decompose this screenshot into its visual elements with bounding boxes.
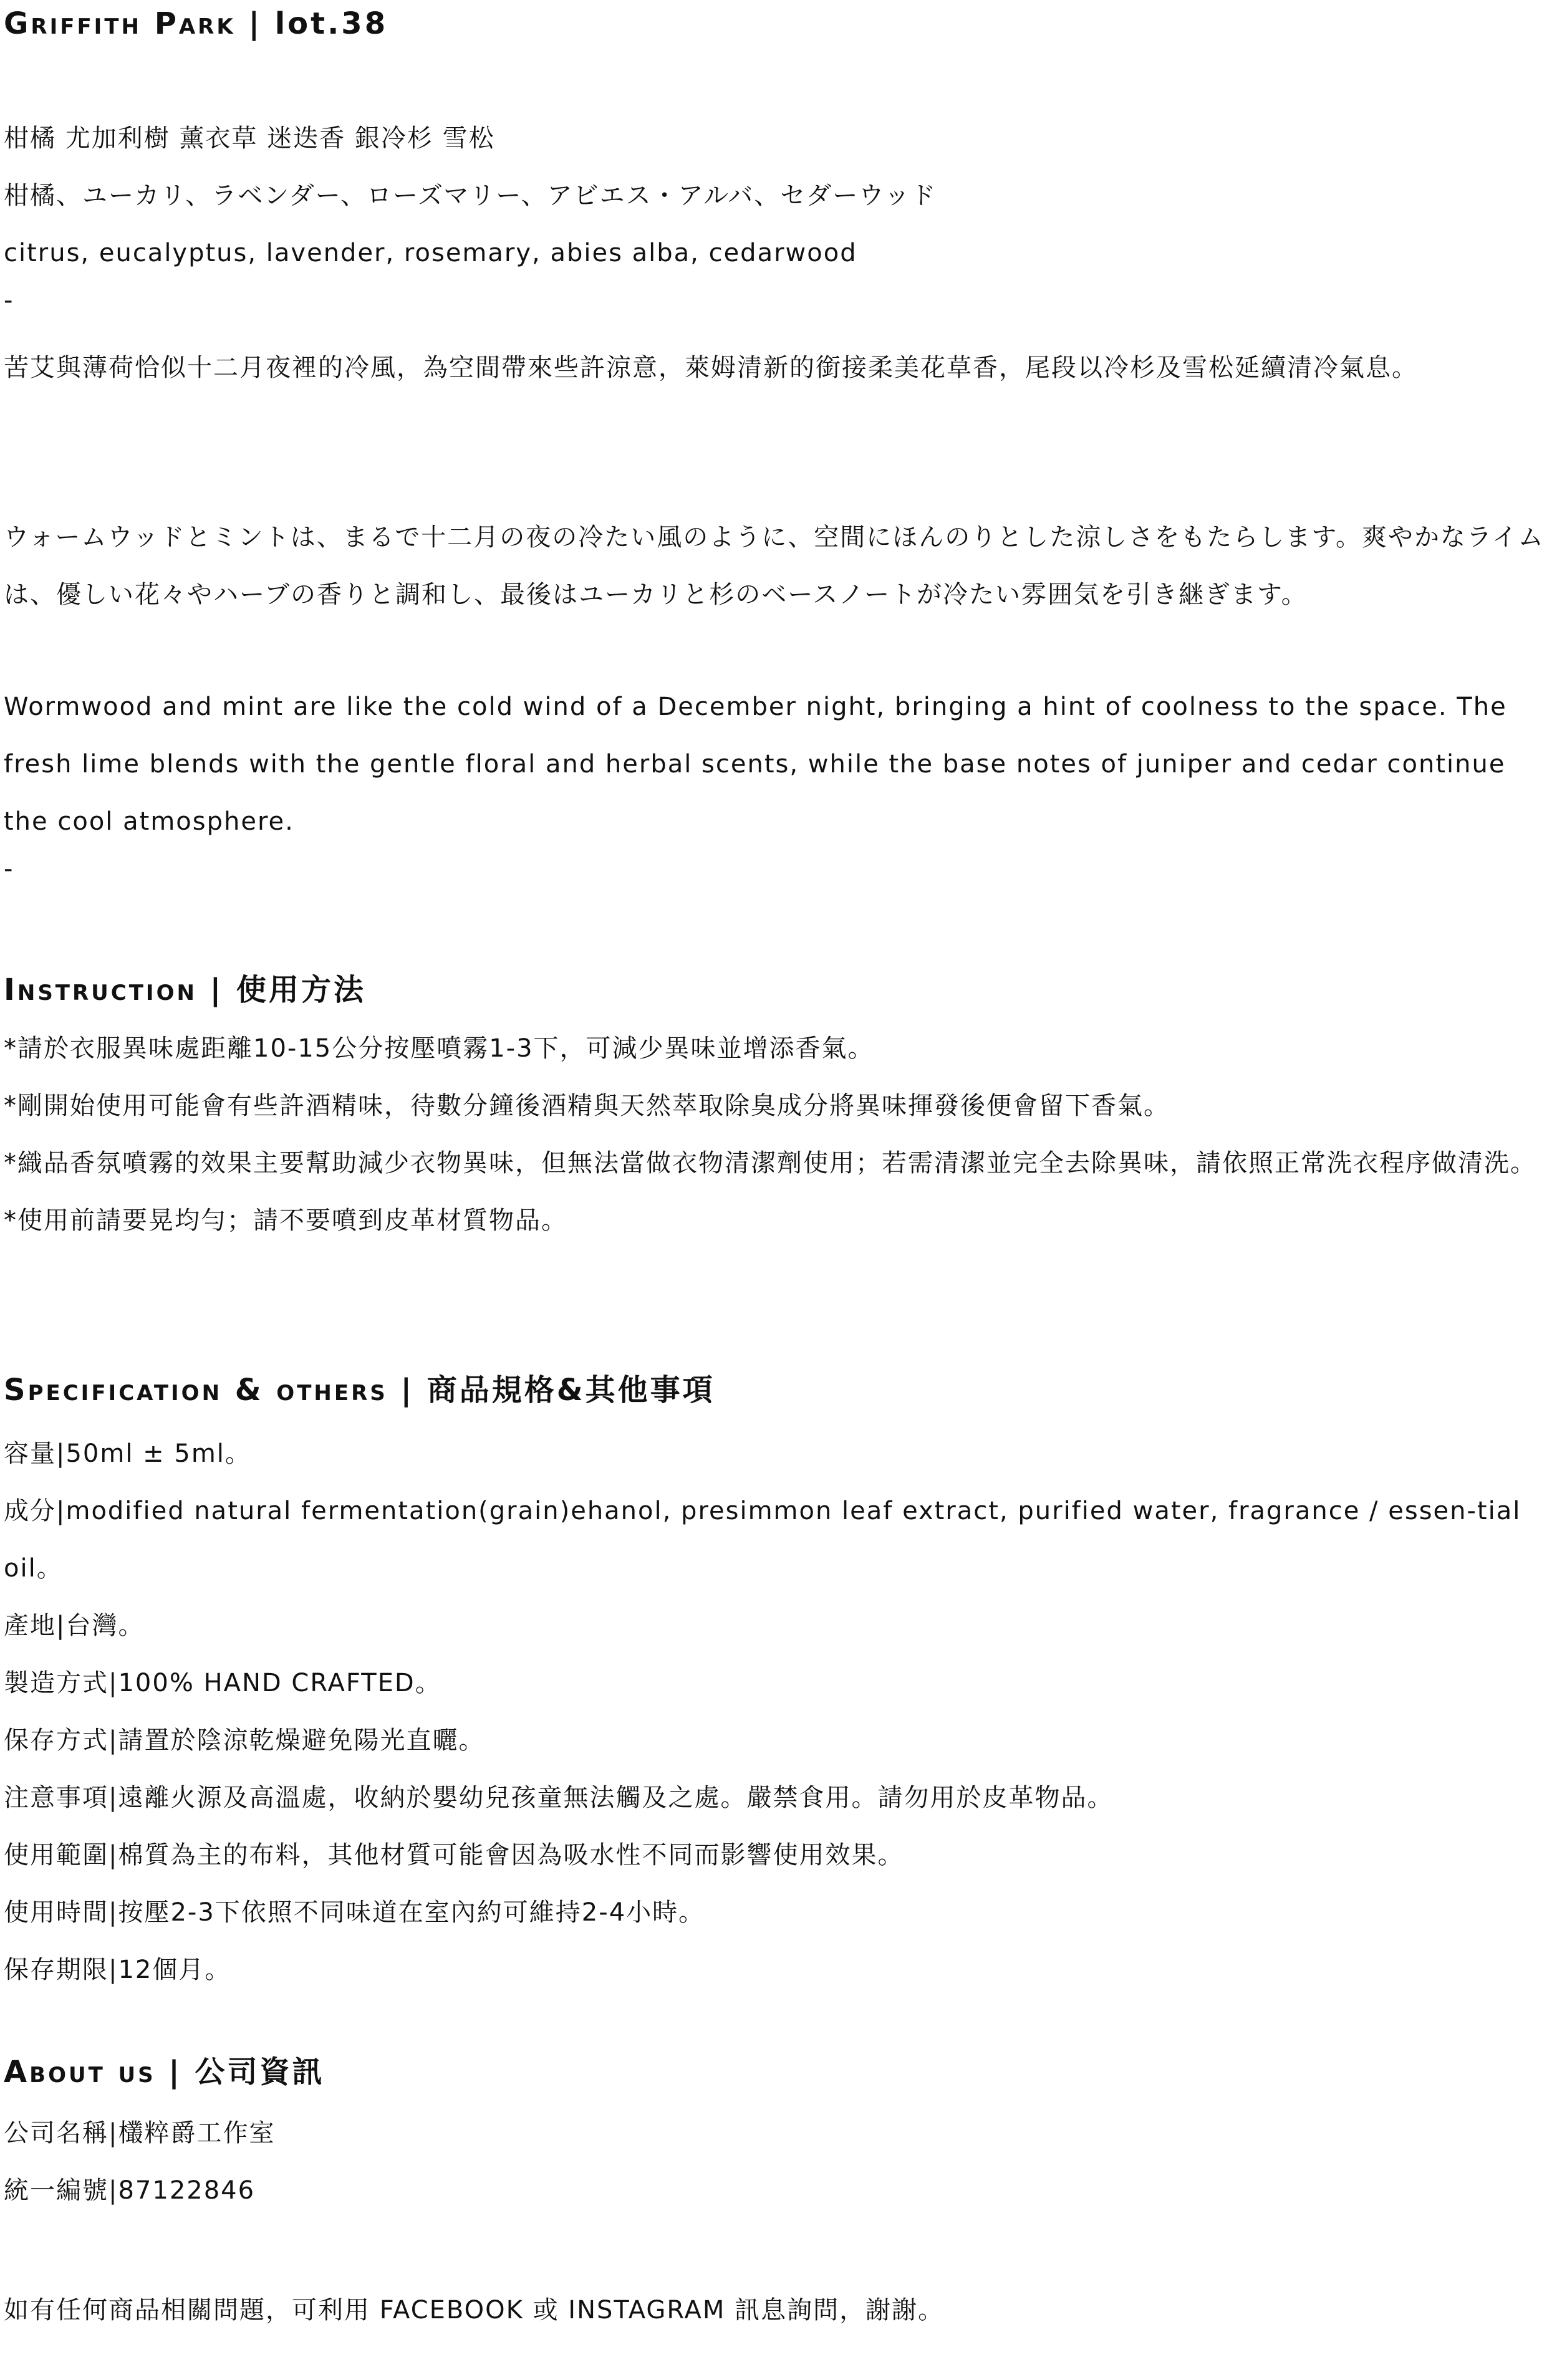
divider-dash: -	[4, 855, 13, 883]
spec-row: 產地|台灣。	[4, 1611, 145, 1640]
instruction-list	[4, 1020, 1550, 1249]
instruction-heading	[4, 972, 366, 1007]
about-row: 統一編號|87122846	[4, 2176, 256, 2205]
specification-heading	[4, 1373, 715, 1408]
notes-ja: 柑橘、ユーカリ、ラベンダー、ローズマリー、アビエス・アルバ、セダーウッド	[4, 181, 937, 210]
divider-dash: -	[4, 286, 13, 315]
spec-row: 使用時間|按壓2-3下依照不同味道在室內約可維持2-4小時。	[4, 1898, 705, 1927]
spec-row: 成分|modified natural fermentation(grain)ehanol, presimmon leaf extract, purified water, fragrance / essen-tial oil。	[4, 1497, 1521, 1583]
instruction-item: *使用前請要晃均勻；請不要噴到皮革材質物品。	[4, 1206, 567, 1235]
about-list	[4, 2104, 1550, 2219]
description-zh: 苦艾與薄荷恰似十二月夜裡的冷風，為空間帶來些許涼意，萊姆清新的銜接柔美花草香，尾段以冷杉及雪松延續清冷氣息。	[4, 353, 1418, 382]
specification-list	[4, 1425, 1550, 1999]
description-ja-block	[4, 509, 1550, 623]
about-heading	[4, 2055, 325, 2090]
description-en: Wormwood and mint are like the cold wind of a December night, bringing a hint of coolness to the space. The fresh lime blends with the gentle floral and herbal scents, while the base notes of juniper and cedar continue the cool atmosphere.	[4, 693, 1507, 836]
instruction-item: *請於衣服異味處距離10-15公分按壓噴霧1-3下，可減少異味並增添香氣。	[4, 1034, 874, 1063]
product-lot: lot.38	[274, 6, 388, 41]
spec-row: 容量|50ml ± 5ml。	[4, 1439, 251, 1468]
about-row: 公司名稱|欉粹爵工作室	[4, 2119, 276, 2147]
about-heading-zh: | 公司資訊	[168, 2055, 325, 2090]
about-heading-en: About us	[4, 2055, 156, 2090]
description-zh-block	[4, 339, 1550, 396]
instruction-item: *織品香氛噴霧的效果主要幫助減少衣物異味，但無法當做衣物清潔劑使用；若需清潔並完全去除異味，請依照正常洗衣程序做清洗。	[4, 1149, 1536, 1178]
notes-zh: 柑橘 尤加利樹 薰衣草 迷迭香 銀冷杉 雪松	[4, 124, 495, 153]
product-title	[4, 6, 388, 41]
title-separator: |	[248, 6, 262, 41]
notes-en: citrus, eucalyptus, lavender, rosemary, abies alba, cedarwood	[4, 239, 857, 267]
scent-notes	[4, 110, 937, 319]
specification-heading-zh: | 商品規格&其他事項	[400, 1373, 715, 1408]
instruction-heading-en: Instruction	[4, 972, 197, 1007]
footer-note: 如有任何商品相關問題，可利用 FACEBOOK 或 INSTAGRAM 訊息詢問，謝謝。	[4, 2296, 945, 2325]
instruction-heading-zh: | 使用方法	[210, 972, 366, 1007]
spec-row: 製造方式|100% HAND CRAFTED。	[4, 1669, 441, 1697]
specification-heading-en: Specification & others	[4, 1373, 388, 1408]
spec-row: 保存方式|請置於陰涼乾燥避免陽光直曬。	[4, 1726, 485, 1755]
footer-block	[4, 2282, 1550, 2339]
description-ja: ウォームウッドとミントは、まるで十二月の夜の冷たい風のように、空間にほんのりとした涼しさをもたらします。爽やかなライムは、優しい花々やハーブの香りと調和し、最後はユーカリと杉のベースノートが冷たい雰囲気を引き継ぎます。	[4, 523, 1545, 609]
spec-row: 保存期限|12個月。	[4, 1955, 231, 1984]
spec-row: 注意事項|遠離火源及高溫處，收納於嬰幼兒孩童無法觸及之處。嚴禁食用。請勿用於皮革物品。	[4, 1783, 1114, 1812]
spec-row: 使用範圍|棉質為主的布料，其他材質可能會因為吸水性不同而影響使用效果。	[4, 1841, 904, 1869]
product-name: Griffith Park	[4, 6, 236, 41]
description-en-block	[4, 678, 1550, 888]
instruction-item: *剛開始使用可能會有些許酒精味，待數分鐘後酒精與天然萃取除臭成分將異味揮發後便會留下香氣。	[4, 1092, 1170, 1120]
